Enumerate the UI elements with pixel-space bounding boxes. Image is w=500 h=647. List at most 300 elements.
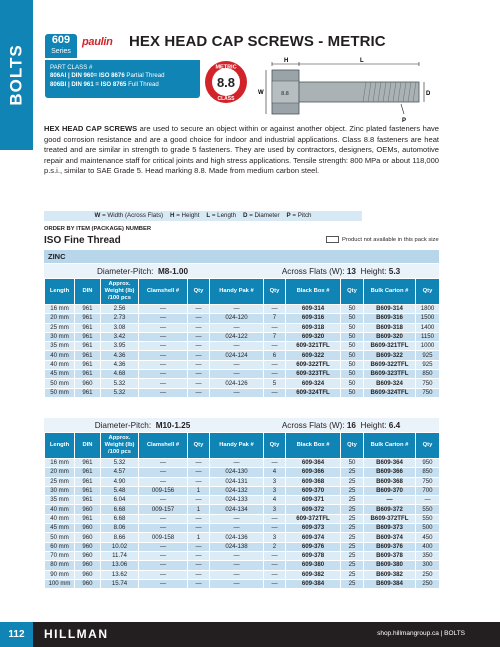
- table-cell: 3: [264, 486, 286, 495]
- table-cell: B609-324TFL: [364, 388, 416, 397]
- table-row: [45, 323, 440, 332]
- table-row: [45, 379, 440, 388]
- table-cell: 50: [341, 332, 364, 341]
- table-cell: 609-374: [286, 533, 341, 542]
- table-cell: —: [210, 360, 264, 369]
- table-cell: B609-380: [364, 561, 416, 570]
- table-cell: —: [264, 570, 286, 579]
- bolt-head-marking: 8.8: [281, 91, 289, 97]
- table-cell: —: [188, 579, 210, 588]
- table-cell: 25: [341, 542, 364, 551]
- table-cell: 609-364: [286, 459, 341, 468]
- table-row: [45, 570, 440, 579]
- table-cell: —: [188, 360, 210, 369]
- table-cell: —: [264, 459, 286, 468]
- table-cell: B609-376: [364, 542, 416, 551]
- table-cell: 609-382: [286, 570, 341, 579]
- table-cell: 1000: [416, 342, 440, 351]
- column-header: Qty: [341, 279, 364, 305]
- table-cell: 30 mm: [45, 332, 75, 341]
- table-cell: B609-382: [364, 570, 416, 579]
- table-cell: 550: [416, 514, 440, 523]
- table-row: [45, 524, 440, 533]
- table-cell: 3.08: [101, 323, 139, 332]
- table-cell: 30 mm: [45, 486, 75, 495]
- table-cell: 550: [416, 505, 440, 514]
- table-cell: —: [188, 468, 210, 477]
- table-cell: —: [139, 370, 188, 379]
- table-cell: 961: [75, 323, 101, 332]
- column-header: Qty: [341, 433, 364, 459]
- table-cell: —: [139, 579, 188, 588]
- table-cell: B609-384: [364, 579, 416, 588]
- table-cell: 609-324TFL: [286, 388, 341, 397]
- table-cell: 5.32: [101, 388, 139, 397]
- table-row: [45, 542, 440, 551]
- table-cell: 961: [75, 496, 101, 505]
- table-cell: —: [188, 342, 210, 351]
- table-cell: 25: [341, 524, 364, 533]
- table-cell: 4: [264, 468, 286, 477]
- dim-p-label: P: [402, 118, 407, 124]
- table-row: [45, 459, 440, 468]
- table-cell: 609-321TFL: [286, 342, 341, 351]
- table-cell: 024-131: [210, 477, 264, 486]
- table-cell: —: [210, 342, 264, 351]
- table-cell: 70 mm: [45, 551, 75, 560]
- table-cell: 50: [341, 323, 364, 332]
- table-cell: —: [188, 477, 210, 486]
- table-cell: 100 mm: [45, 579, 75, 588]
- table-cell: B609-372: [364, 505, 416, 514]
- table-cell: 3.42: [101, 332, 139, 341]
- part-class-box: [45, 60, 200, 98]
- table-cell: 700: [416, 486, 440, 495]
- table-cell: —: [210, 551, 264, 560]
- table-cell: 6.68: [101, 514, 139, 523]
- table-cell: 1: [188, 533, 210, 542]
- table-cell: —: [210, 388, 264, 397]
- table-cell: —: [188, 351, 210, 360]
- table-cell: —: [188, 379, 210, 388]
- table-cell: —: [264, 388, 286, 397]
- table-cell: 609-370: [286, 486, 341, 495]
- part-class-line-2: 806BI | DIN 961 = ISO 8765 Full Thread: [50, 80, 159, 88]
- table-row: [45, 468, 440, 477]
- table-cell: 50: [341, 342, 364, 351]
- table-cell: 50: [341, 379, 364, 388]
- column-header: Qty: [416, 433, 440, 459]
- table-cell: 4.90: [101, 477, 139, 486]
- dim-h-label: H: [284, 58, 289, 64]
- table-cell: 1500: [416, 314, 440, 323]
- table-cell: B609-318: [364, 323, 416, 332]
- table-cell: 009-158: [139, 533, 188, 542]
- table-cell: 25: [341, 579, 364, 588]
- table-row: [45, 388, 440, 397]
- table-cell: 609-318: [286, 323, 341, 332]
- table-cell: —: [364, 496, 416, 505]
- column-header: Black Box #: [286, 279, 341, 305]
- table-cell: 2.73: [101, 314, 139, 323]
- table-cell: 7: [264, 332, 286, 341]
- metric-class-seal-icon: [204, 60, 248, 104]
- column-header: Approx. Weight (lb) /100 pcs: [101, 279, 139, 305]
- table-cell: —: [210, 459, 264, 468]
- table-cell: B609-374: [364, 533, 416, 542]
- table-cell: 350: [416, 551, 440, 560]
- table-cell: 024-122: [210, 332, 264, 341]
- table-row: [45, 332, 440, 341]
- table-cell: 4.36: [101, 360, 139, 369]
- table-cell: 60 mm: [45, 542, 75, 551]
- table-cell: 609-384: [286, 579, 341, 588]
- table-cell: 750: [416, 477, 440, 486]
- table-cell: B609-322: [364, 351, 416, 360]
- table-cell: —: [188, 370, 210, 379]
- table-row: [45, 351, 440, 360]
- table-cell: —: [210, 579, 264, 588]
- table-row: [45, 514, 440, 523]
- table-cell: 25 mm: [45, 323, 75, 332]
- table-cell: 750: [416, 388, 440, 397]
- series-badge: [45, 34, 77, 58]
- table-cell: 009-157: [139, 505, 188, 514]
- table-cell: B609-378: [364, 551, 416, 560]
- product-description: HEX HEAD CAP SCREWS are used to secure an object within or against another object. Zinc plated fasteners have good corrosion resistance and are a good choice for indoor and industrial applications. Class 8.8 fasteners are heat treated and are similar in strength to grade 5 fasteners. They are used by contractors, designers, OEMs, automotive repair and maintenance staff for critical joints and high stress applications. Tensile strength: 800 MPa or about 118,000 p.s.i., similar to SAE Grade 5. Head marking 8.8. Made from medium carbon steel.: [44, 124, 439, 175]
- table-row: [45, 342, 440, 351]
- table-cell: —: [188, 332, 210, 341]
- table-cell: —: [210, 570, 264, 579]
- table-cell: 300: [416, 561, 440, 570]
- table-row: [45, 370, 440, 379]
- table-cell: 961: [75, 388, 101, 397]
- table-cell: 961: [75, 360, 101, 369]
- table-cell: 13.06: [101, 561, 139, 570]
- table-cell: B609-372TFL: [364, 514, 416, 523]
- table-cell: —: [188, 561, 210, 570]
- table-row: [45, 477, 440, 486]
- column-header: Qty: [416, 279, 440, 305]
- table-cell: —: [210, 514, 264, 523]
- table-cell: 609-373: [286, 524, 341, 533]
- table-row: [45, 505, 440, 514]
- table-cell: 35 mm: [45, 342, 75, 351]
- part-class-heading: PART CLASS #: [50, 64, 93, 71]
- column-header: Qty: [188, 433, 210, 459]
- section-header-m10: Diameter-Pitch: M10-1.25 Across Flats (W): 16 Height: 6.4: [44, 417, 439, 432]
- table-row: [45, 533, 440, 542]
- table-cell: —: [139, 570, 188, 579]
- table-cell: 40 mm: [45, 505, 75, 514]
- table-cell: 4.36: [101, 351, 139, 360]
- table-cell: 609-380: [286, 561, 341, 570]
- table-cell: —: [139, 332, 188, 341]
- table-cell: 50 mm: [45, 379, 75, 388]
- table-cell: B609-323TFL: [364, 370, 416, 379]
- table-cell: 25: [341, 477, 364, 486]
- table-cell: 961: [75, 486, 101, 495]
- table-cell: 3: [264, 533, 286, 542]
- table-cell: 13.62: [101, 570, 139, 579]
- table-cell: —: [188, 459, 210, 468]
- table-cell: 961: [75, 332, 101, 341]
- thread-label: ISO Fine Thread: [44, 235, 121, 246]
- column-header: Clamshell #: [139, 433, 188, 459]
- table-cell: —: [264, 514, 286, 523]
- table-cell: 50: [341, 459, 364, 468]
- column-header: Qty: [188, 279, 210, 305]
- table-cell: 16 mm: [45, 459, 75, 468]
- table-row: [45, 496, 440, 505]
- table-cell: 6.68: [101, 505, 139, 514]
- table-cell: 960: [75, 379, 101, 388]
- hillman-logo: HILLMAN: [44, 627, 109, 641]
- order-label: ORDER BY ITEM (PACKAGE) NUMBER: [44, 226, 152, 232]
- table-cell: —: [264, 360, 286, 369]
- table-cell: 024-130: [210, 468, 264, 477]
- table-cell: 50: [341, 388, 364, 397]
- table-cell: —: [188, 524, 210, 533]
- table-cell: —: [188, 496, 210, 505]
- finish-header: ZINC: [44, 250, 439, 263]
- table-cell: —: [264, 323, 286, 332]
- table-cell: —: [264, 370, 286, 379]
- table-cell: —: [139, 323, 188, 332]
- not-available-swatch: [326, 236, 339, 243]
- seal-top-text: METRIC: [215, 64, 237, 71]
- table-cell: 250: [416, 570, 440, 579]
- table-cell: 961: [75, 314, 101, 323]
- table-row: [45, 561, 440, 570]
- table-cell: —: [139, 468, 188, 477]
- table-cell: 024-124: [210, 351, 264, 360]
- column-header: Approx. Weight (lb) /100 pcs: [101, 433, 139, 459]
- table-cell: 024-134: [210, 505, 264, 514]
- table-cell: 4: [264, 496, 286, 505]
- seal-value: 8.8: [216, 75, 236, 90]
- table-cell: —: [139, 305, 188, 314]
- table-cell: 3.95: [101, 342, 139, 351]
- table-cell: —: [139, 524, 188, 533]
- table-cell: —: [188, 514, 210, 523]
- table-cell: —: [139, 459, 188, 468]
- table-cell: 609-378: [286, 551, 341, 560]
- table-cell: 8.66: [101, 533, 139, 542]
- table-cell: —: [188, 551, 210, 560]
- table-cell: 25: [341, 486, 364, 495]
- column-header: DIN: [75, 279, 101, 305]
- table-row: [45, 360, 440, 369]
- table-cell: 961: [75, 477, 101, 486]
- table-cell: 20 mm: [45, 468, 75, 477]
- table-cell: 609-372: [286, 505, 341, 514]
- table-cell: —: [139, 477, 188, 486]
- table-cell: —: [139, 514, 188, 523]
- brand-logo: paulin: [82, 36, 113, 48]
- table-cell: B609-364: [364, 459, 416, 468]
- table-cell: 961: [75, 342, 101, 351]
- table-cell: B609-320: [364, 332, 416, 341]
- column-header: Bulk Carton #: [364, 433, 416, 459]
- table-cell: 609-324: [286, 379, 341, 388]
- table-cell: —: [139, 496, 188, 505]
- table-cell: 50: [341, 314, 364, 323]
- table-cell: 609-366: [286, 468, 341, 477]
- table-cell: —: [264, 305, 286, 314]
- table-cell: 15.74: [101, 579, 139, 588]
- table-cell: —: [139, 388, 188, 397]
- table-cell: 25: [341, 570, 364, 579]
- table-cell: 024-132: [210, 486, 264, 495]
- table-cell: 850: [416, 468, 440, 477]
- column-header: Black Box #: [286, 433, 341, 459]
- hex-bolt-diagram: [256, 56, 432, 128]
- product-table-m8: [44, 278, 440, 398]
- table-cell: 3: [264, 477, 286, 486]
- table-cell: 850: [416, 370, 440, 379]
- table-cell: B609-373: [364, 524, 416, 533]
- table-cell: 024-120: [210, 314, 264, 323]
- table-row: [45, 314, 440, 323]
- table-cell: 925: [416, 360, 440, 369]
- table-cell: 961: [75, 459, 101, 468]
- table-cell: —: [210, 524, 264, 533]
- table-cell: 024-138: [210, 542, 264, 551]
- table-cell: 25: [341, 505, 364, 514]
- column-header: Handy Pak #: [210, 279, 264, 305]
- series-number: 609: [51, 34, 71, 46]
- column-header: Length: [45, 279, 75, 305]
- table-cell: 40 mm: [45, 360, 75, 369]
- table-cell: 961: [75, 468, 101, 477]
- table-cell: 50 mm: [45, 533, 75, 542]
- section-header-m8: Diameter-Pitch: M8-1.00 Across Flats (W): 13 Height: 5.3: [44, 263, 439, 278]
- table-cell: 50: [341, 305, 364, 314]
- column-header: DIN: [75, 433, 101, 459]
- dimension-legend: W = Width (Across Flats) H = Height L = Length D = Diameter P = Pitch: [44, 211, 362, 221]
- table-cell: 16 mm: [45, 305, 75, 314]
- column-header: Clamshell #: [139, 279, 188, 305]
- table-cell: 25: [341, 533, 364, 542]
- table-cell: B609-368: [364, 477, 416, 486]
- table-cell: 609-371: [286, 496, 341, 505]
- table-cell: —: [139, 551, 188, 560]
- table-cell: 2.56: [101, 305, 139, 314]
- table-cell: 45 mm: [45, 524, 75, 533]
- table-cell: —: [139, 379, 188, 388]
- table-header-row: [45, 433, 440, 459]
- table-cell: 4.57: [101, 468, 139, 477]
- table-cell: 1800: [416, 305, 440, 314]
- table-cell: —: [188, 314, 210, 323]
- table-cell: 40 mm: [45, 514, 75, 523]
- table-cell: 960: [75, 505, 101, 514]
- table-cell: B609-324: [364, 379, 416, 388]
- table-cell: 960: [75, 561, 101, 570]
- column-header: Handy Pak #: [210, 433, 264, 459]
- table-row: [45, 486, 440, 495]
- column-header: Length: [45, 433, 75, 459]
- table-cell: 25 mm: [45, 477, 75, 486]
- table-cell: 609-372TFL: [286, 514, 341, 523]
- column-header: Qty: [264, 279, 286, 305]
- table-cell: 960: [75, 542, 101, 551]
- table-cell: 1: [188, 486, 210, 495]
- table-cell: —: [264, 524, 286, 533]
- table-cell: B609-322TFL: [364, 360, 416, 369]
- side-tab: [0, 0, 33, 150]
- table-cell: —: [210, 370, 264, 379]
- table-cell: —: [139, 360, 188, 369]
- table-cell: 25: [341, 468, 364, 477]
- footer-url: shop.hillmangroup.ca | BOLTS: [377, 630, 465, 637]
- table-cell: 961: [75, 351, 101, 360]
- table-cell: —: [188, 388, 210, 397]
- table-cell: 024-126: [210, 379, 264, 388]
- table-cell: 609-322: [286, 351, 341, 360]
- table-cell: —: [139, 314, 188, 323]
- table-cell: 609-316: [286, 314, 341, 323]
- table-cell: —: [188, 570, 210, 579]
- table-cell: 25: [341, 514, 364, 523]
- table-cell: —: [264, 342, 286, 351]
- table-cell: 250: [416, 579, 440, 588]
- table-cell: 960: [75, 524, 101, 533]
- table-cell: 35 mm: [45, 496, 75, 505]
- seal-bottom-text: CLASS: [217, 96, 235, 102]
- table-cell: 10.02: [101, 542, 139, 551]
- table-cell: —: [188, 305, 210, 314]
- table-cell: 25: [341, 561, 364, 570]
- table-cell: —: [139, 542, 188, 551]
- table-cell: 500: [416, 524, 440, 533]
- not-available-key: [326, 236, 439, 243]
- series-label: Series: [51, 48, 71, 55]
- table-cell: B609-314: [364, 305, 416, 314]
- table-cell: —: [139, 351, 188, 360]
- table-cell: —: [264, 561, 286, 570]
- table-cell: 024-133: [210, 496, 264, 505]
- table-cell: —: [188, 542, 210, 551]
- side-tab-label: BOLTS: [6, 44, 26, 106]
- table-cell: 40 mm: [45, 351, 75, 360]
- table-cell: —: [139, 342, 188, 351]
- table-cell: 960: [75, 579, 101, 588]
- table-cell: —: [416, 496, 440, 505]
- table-cell: 450: [416, 533, 440, 542]
- table-cell: 024-136: [210, 533, 264, 542]
- table-cell: —: [210, 323, 264, 332]
- table-cell: 609-323TFL: [286, 370, 341, 379]
- table-cell: 960: [75, 570, 101, 579]
- table-cell: 7: [264, 314, 286, 323]
- table-cell: 2: [264, 542, 286, 551]
- table-cell: —: [264, 551, 286, 560]
- table-cell: 50: [341, 370, 364, 379]
- dim-w-label: W: [258, 90, 264, 96]
- table-cell: B609-316: [364, 314, 416, 323]
- table-cell: 3: [264, 505, 286, 514]
- page-title: HEX HEAD CAP SCREWS - METRIC: [129, 33, 386, 50]
- table-cell: 961: [75, 305, 101, 314]
- table-cell: 20 mm: [45, 314, 75, 323]
- table-cell: 6: [264, 351, 286, 360]
- table-cell: —: [264, 579, 286, 588]
- table-cell: 5.48: [101, 486, 139, 495]
- not-available-text: Product not available in this pack size: [342, 236, 439, 243]
- column-header: Qty: [264, 433, 286, 459]
